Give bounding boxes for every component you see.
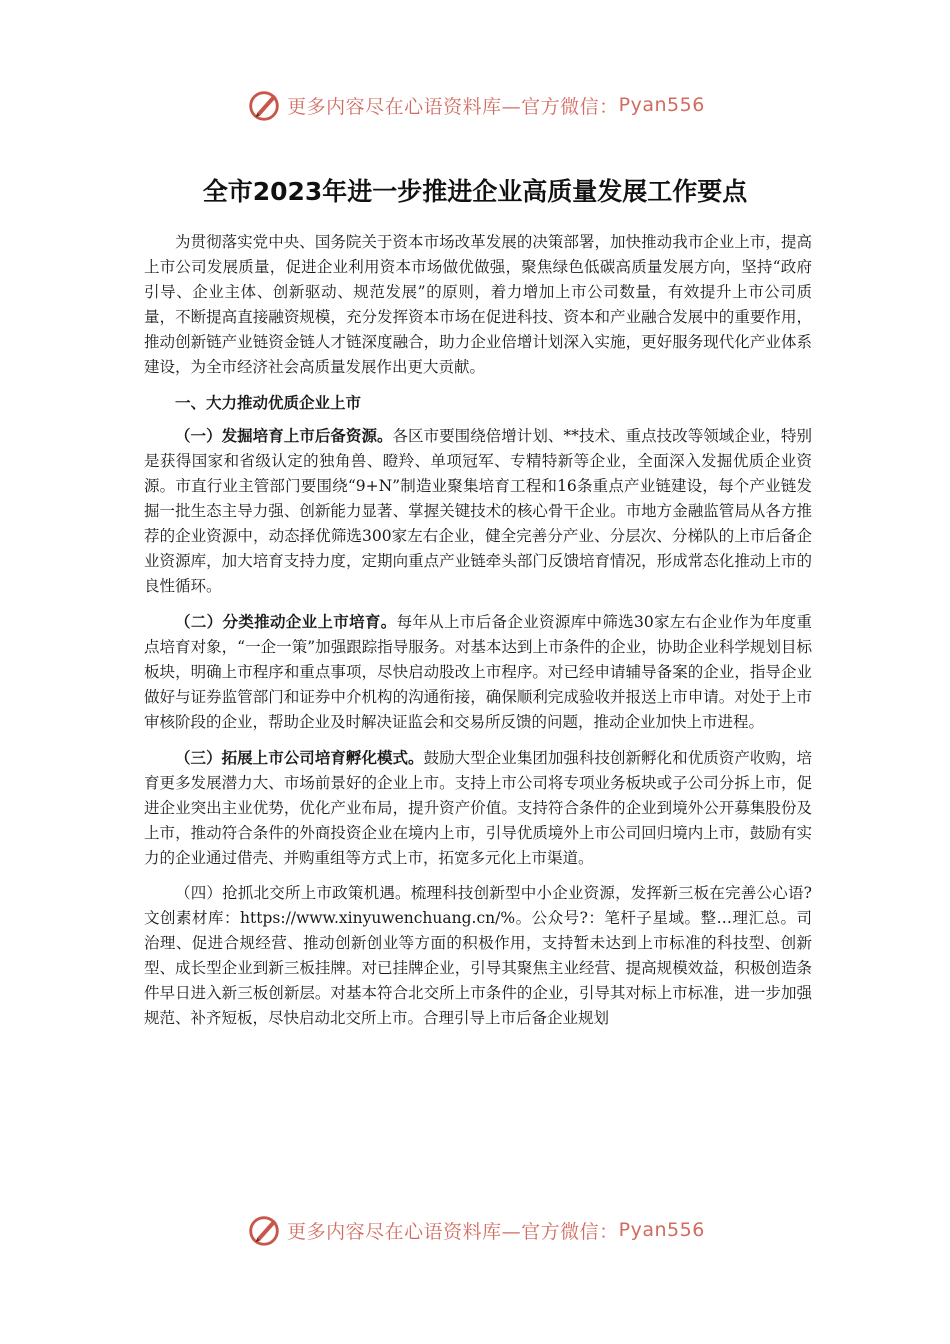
section-heading: 一、大力推动优质企业上市 xyxy=(175,393,362,412)
item-lead: （二）分类推动企业上市培育。 xyxy=(175,612,397,631)
pen-seal-logo-icon xyxy=(245,86,283,124)
watermark-banner-top xyxy=(0,83,950,127)
item-body: （四）抢抓北交所上市政策机遇。梳理科技创新型中小企业资源，发挥新三板在完善公心语?文创素材库：https://www.xinyuwenchuang.cn/%。公众号?：笔杆子星域。整…理汇总。司治理、促进合规经营、推动创新创业等方面的积极作用，支持暂未达到上市标准的科技型、创新型、成长型企业到新三板挂牌。对已挂牌企业，引导其聚焦主业经营、提高规模效益，积极创造条件早日进入新三板创新层。对基本符合北交所上市条件的企业，引导其对标上市标准，进一步加强规范、补齐短板，尽快启动北交所上市。合理引导上市后备企业规划 xyxy=(144,884,812,1027)
item-paragraph xyxy=(144,423,812,599)
watermark-wechat-id: Pyan556 xyxy=(618,94,705,116)
item-paragraph xyxy=(144,745,812,871)
document-body xyxy=(144,230,812,1041)
watermark-text: 更多内容尽在心语资料库—官方微信： xyxy=(287,95,619,118)
item-lead: （一）发掘培育上市后备资源。 xyxy=(175,426,393,445)
document-title: 全市2023年进一步推进企业高质量发展工作要点 xyxy=(202,177,748,206)
item-body: 鼓励大型企业集团加强科技创新孵化和优质资产收购，培育更多发展潜力大、市场前景好的企业上市。支持上市公司将专项业务板块或子公司分拆上市，促进企业突出主业优势，优化产业布局，提升资产价值。支持符合条件的企业到境外公开募集股份及上市，推动符合条件的外商投资企业在境内上市，引导优质境外上市公司回归境内上市，鼓励有实力的企业通过借壳、并购重组等方式上市，拓宽多元化上市渠道。 xyxy=(144,749,812,867)
watermark-text: 更多内容尽在心语资料库—官方微信： xyxy=(287,1220,619,1243)
watermark-wechat-id: Pyan556 xyxy=(618,1219,705,1241)
item-lead: （三）拓展上市公司培育孵化模式。 xyxy=(175,748,424,767)
item-paragraph xyxy=(144,609,812,735)
intro-paragraph: 为贯彻落实党中央、国务院关于资本市场改革发展的决策部署，加快推动我市企业上市，提高上市公司发展质量，促进企业利用资本市场做优做强，聚焦绿色低碳高质量发展方向，坚持“政府引导、企业主体、创新驱动、规范发展”的原则，着力增加上市公司数量，有效提升上市公司质量，不断提高直接融资规模，充分发挥资本市场在促进科技、资本和产业融合发展中的重要作用，推动创新链产业链资金链人才链深度融合，助力企业倍增计划深入实施，更好服务现代化产业体系建设，为全市经济社会高质量发展作出更大贡献。 xyxy=(144,233,812,376)
item-paragraph xyxy=(144,881,812,1031)
item-body: 每年从上市后备企业资源库中筛选30家左右企业作为年度重点培育对象，“一企一策”加强跟踪指导服务。对基本达到上市条件的企业，协助企业科学规划目标板块，明确上市程序和重点事项，尽快启动股改上市程序。对已经申请辅导备案的企业，指导企业做好与证券监管部门和证券中介机构的沟通衔接，确保顺利完成验收并报送上市申请。对处于上市审核阶段的企业，帮助企业及时解决证监会和交易所反馈的问题，推动企业加快上市进程。 xyxy=(144,613,812,731)
pen-seal-logo-icon xyxy=(245,1211,283,1249)
watermark-banner-bottom xyxy=(0,1208,950,1252)
item-body: 各区市要围绕倍增计划、**技术、重点技改等领域企业，特别是获得国家和省级认定的独角兽、瞪羚、单项冠军、专精特新等企业，全面深入发掘优质企业资源。市直行业主管部门要围绕“9+N”制造业聚集培育工程和16条重点产业链建设，每个产业链发掘一批生态主导力强、创新能力显著、掌握关键技术的核心骨干企业。市地方金融监管局从各方推荐的企业资源中，动态择优筛选300家左右企业，健全完善分产业、分层次、分梯队的上市后备企业资源库，加大培育支持力度，定期向重点产业链牵头部门反馈培育情况，形成常态化推动上市的良性循环。 xyxy=(144,427,812,595)
